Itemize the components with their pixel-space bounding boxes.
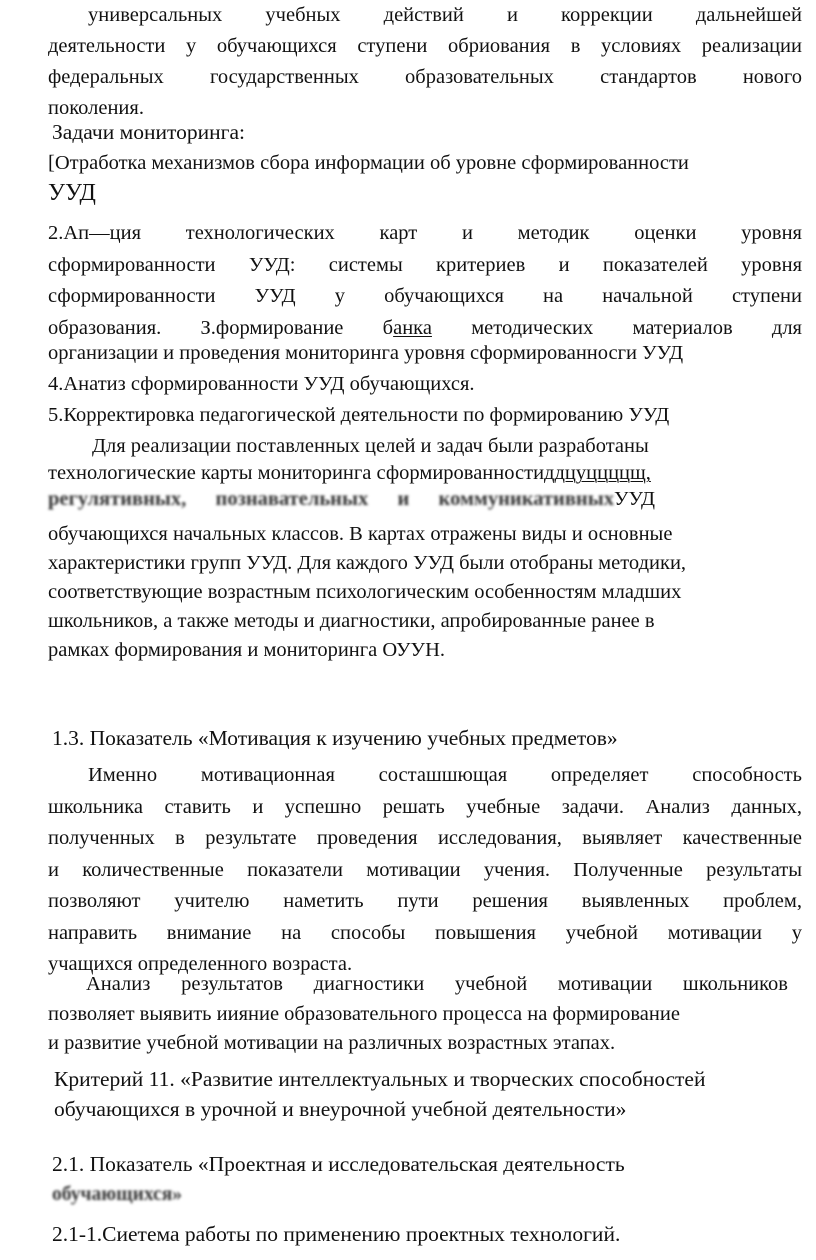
para-2-line-1: Для реализации поставленных целей и задач были разработаны: [92, 435, 649, 457]
heading-2-1: 2.1. Показатель «Проектная и исследовательская деятельность: [52, 1152, 625, 1176]
task-2-line-3: сформированности УУД у обучающихся на начальной ступени: [48, 285, 802, 307]
heading-2-1-cont: обучающихся»: [52, 1184, 182, 1205]
analysis-line-3: и развитие учебной мотивации на различных возрастных этапах.: [48, 1032, 616, 1054]
criterion-line-2: обучающихся в урочной и внеурочной учебной деятельности»: [54, 1097, 627, 1121]
intro-line-4: поколения.: [48, 97, 144, 119]
motivation-line-3: полученных в результате проведения исследования, выявляет качественные: [48, 827, 802, 849]
analysis-paragraph: [48, 970, 788, 1059]
heading-1-3: 1.3. Показатель «Мотивация к изучению учебных предметов»: [52, 726, 618, 750]
para-2-line-2: технологические карты мониторинга сформированностиддцуццццщ,: [48, 462, 651, 484]
heading-2-1-1: 2.1-1.Сиетема работы по применению проектных технологий.: [52, 1222, 621, 1246]
task-2-line-2: сформированности УУД: системы критериев и показателей уровня: [48, 253, 802, 276]
analysis-line-1: Анализ результатов диагностики учебной мотивации школьников: [86, 973, 788, 995]
task-5-line: 5.Корректировка педагогической деятельности по формированию УУД: [48, 404, 670, 426]
task-2-paragraph: [48, 218, 802, 344]
task-2-line-4: образования. З.формирование банка методических материалов для: [48, 316, 802, 339]
para-3-line-5: рамках формирования и мониторинга ОУУН.: [48, 639, 445, 661]
motivation-line-5: позволяют учителю наметить пути решения выявленных проблем,: [48, 890, 802, 912]
intro-line-3: федеральных государственных образовательных стандартов нового: [48, 66, 802, 88]
task-2-line-1: 2.Ап—ция технологических карт и методик оценки уровня: [48, 222, 802, 244]
motivation-paragraph: [48, 760, 802, 981]
task-1-line-2: УУД: [48, 180, 96, 206]
criterion-heading: [54, 1064, 814, 1124]
blurred-text: регулятивных, познавательных и коммуникативных: [48, 488, 614, 510]
task-1-line-1: [Отработка механизмов сбора информации об уровне сформированности: [48, 152, 689, 174]
intro-line-1: универсальных учебных действий и коррекции дальнейшей: [88, 4, 802, 26]
motivation-line-4: и количественные показатели мотивации учения. Полученные результаты: [48, 858, 802, 881]
para-3-line-1: обучающихся начальных классов. В картах отражены виды и основные: [48, 523, 673, 545]
motivation-line-2: школьника ставить и успешно решать учебные задачи. Анализ данных,: [48, 795, 802, 818]
intro-line-2: деятельности у обучающихся ступени обриования в условиях реализации: [48, 35, 802, 57]
task-3-line: организации и проведения мониторинга уровня сформированносги УУД: [48, 342, 684, 364]
tasks-title: Задачи мониторинга:: [52, 120, 245, 144]
analysis-line-2: позволяет выявить иияние образовательного процесса на формирование: [48, 1002, 680, 1025]
para-2-line-3: регулятивных, познавательных и коммуникативныхУУД: [48, 488, 655, 510]
para-3: [48, 520, 788, 665]
motivation-line-1: Именно мотивационная состашшющая определяет способность: [88, 764, 802, 786]
para-3-line-2: характеристики групп УУД. Для каждого УУД были отобраны методики,: [48, 552, 687, 574]
intro-paragraph: [48, 0, 802, 124]
criterion-line-1: Критерий 11. «Развитие интеллектуальных и творческих способностей: [54, 1067, 706, 1091]
motivation-line-6: направить внимание на способы повышения учебной мотивации у: [48, 921, 802, 944]
motivation-line-7: учащихся определенного возраста.: [48, 953, 353, 975]
para-3-line-4: школьников, а также методы и диагностики, апробированные ранее в: [48, 610, 655, 632]
task-4-line: 4.Анатиз сформированности УУД обучающихся.: [48, 373, 475, 395]
para-3-line-3: соответствующие возрастным психологическим особенностям младших: [48, 581, 682, 603]
